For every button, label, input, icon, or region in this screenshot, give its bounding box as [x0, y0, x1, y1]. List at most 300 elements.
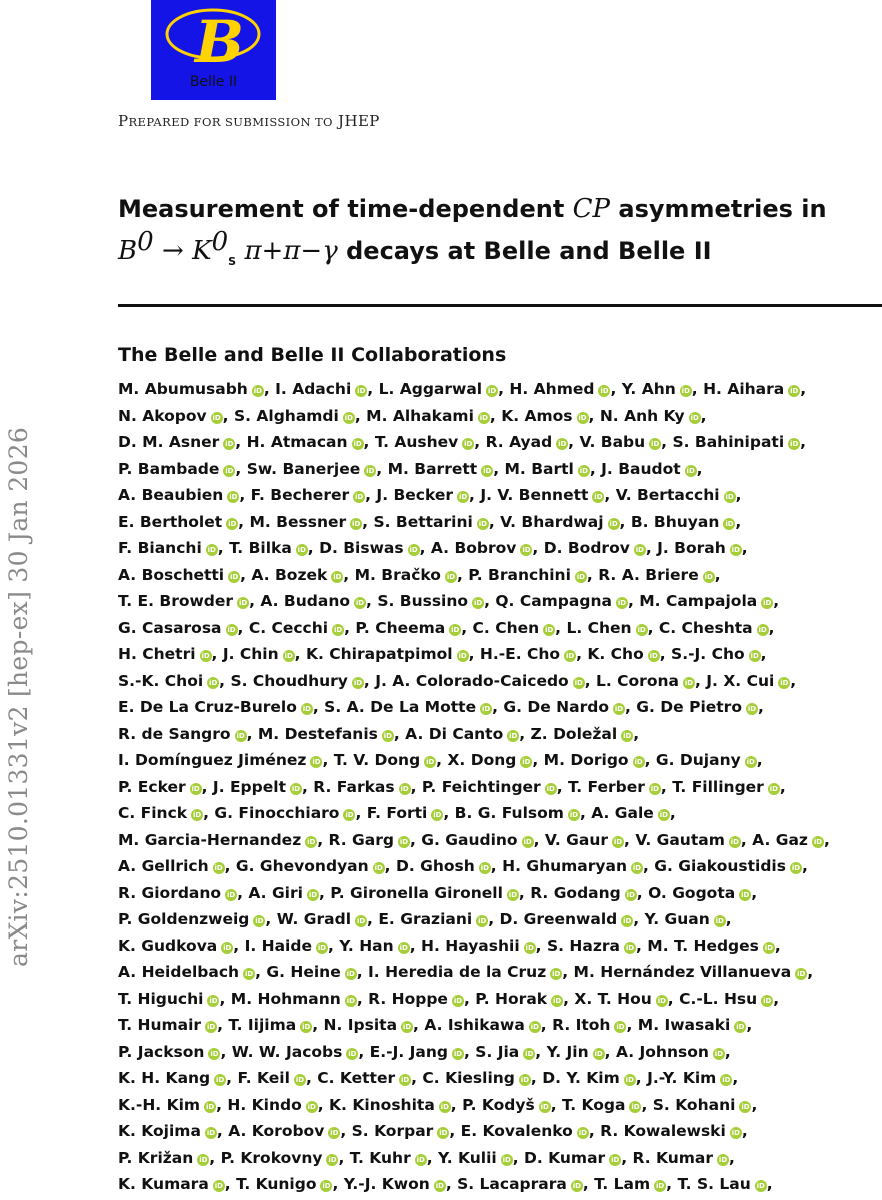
orcid-icon[interactable]: iD: [791, 864, 801, 872]
orcid-icon[interactable]: iD: [209, 678, 218, 687]
orcid-icon[interactable]: iD: [718, 1155, 728, 1164]
orcid-icon[interactable]: iD: [594, 1049, 603, 1058]
orcid-icon[interactable]: iD: [572, 1182, 581, 1190]
orcid-icon[interactable]: iD: [223, 943, 232, 952]
author-name: D. M. Asner: [118, 433, 220, 451]
orcid-icon[interactable]: iD: [478, 519, 487, 528]
orcid-icon[interactable]: iD: [352, 519, 361, 528]
orcid-icon[interactable]: iD: [209, 996, 218, 1005]
orcid-icon[interactable]: iD: [400, 784, 409, 793]
orcid-icon[interactable]: iD: [731, 546, 740, 554]
orcid-icon[interactable]: iD: [780, 678, 789, 687]
orcid-icon[interactable]: iD: [433, 811, 442, 819]
orcid-icon[interactable]: iD: [355, 599, 365, 607]
author-name: C. Cheshta: [658, 618, 753, 637]
orcid-icon[interactable]: iD: [715, 917, 724, 925]
orcid-icon[interactable]: iD: [614, 705, 624, 713]
title-line-2: $B^0 \to K^0_S$ π+π−γ decays at Belle and Belle II: [118, 227, 712, 268]
author-separator: ,: [751, 1095, 758, 1114]
orcid-icon[interactable]: iD: [333, 572, 342, 581]
orcid-icon[interactable]: iD: [730, 837, 739, 846]
orcid-icon[interactable]: iD: [502, 1155, 511, 1164]
orcid-icon[interactable]: iD: [632, 864, 642, 872]
orcid-icon[interactable]: iD: [813, 837, 823, 846]
author-name: R. Garg: [328, 830, 394, 849]
author-separator: ,: [226, 1069, 238, 1087]
author-separator: ,: [659, 645, 672, 663]
author-separator: ,: [519, 724, 531, 743]
author-separator: ,: [317, 830, 329, 849]
author-name: A. Johnson: [615, 1042, 709, 1061]
orcid-icon[interactable]: iD: [763, 996, 772, 1005]
orcid-icon[interactable]: iD: [453, 1049, 463, 1058]
orcid-icon[interactable]: iD: [191, 784, 200, 793]
author-name: L. Aggarwal: [378, 380, 483, 398]
author-separator: ,: [354, 406, 367, 425]
author-separator: ,: [694, 671, 707, 690]
orcid-icon[interactable]: iD: [579, 466, 588, 475]
orcid-icon[interactable]: iD: [650, 784, 659, 793]
orcid-icon[interactable]: iD: [651, 440, 660, 448]
author-separator: ,: [563, 989, 575, 1008]
orcid-icon[interactable]: iD: [790, 387, 799, 395]
orcid-icon[interactable]: iD: [569, 811, 579, 819]
orcid-icon[interactable]: iD: [357, 387, 366, 395]
orcid-icon[interactable]: iD: [741, 1102, 750, 1111]
orcid-icon[interactable]: iD: [297, 546, 306, 554]
orcid-icon[interactable]: iD: [522, 758, 531, 766]
author-name: A. Ishikawa: [424, 1016, 525, 1034]
author-separator: ,: [211, 645, 223, 663]
author-line: [118, 535, 882, 562]
orcid-icon[interactable]: iD: [626, 890, 635, 899]
orcid-icon[interactable]: iD: [216, 1076, 225, 1084]
orcid-icon[interactable]: iD: [308, 890, 318, 899]
orcid-icon[interactable]: iD: [552, 996, 562, 1005]
author-separator: ,: [625, 698, 637, 716]
author-name: P. Branchini: [468, 565, 571, 584]
orcid-icon[interactable]: iD: [435, 1182, 444, 1190]
orcid-icon[interactable]: iD: [401, 1076, 410, 1084]
author-separator: ,: [456, 565, 469, 584]
orcid-icon[interactable]: iD: [348, 1049, 357, 1058]
author-name: S. Choudhury: [230, 671, 348, 690]
orcid-icon[interactable]: iD: [578, 1129, 587, 1137]
author-separator: ,: [224, 1175, 237, 1193]
orcid-icon[interactable]: iD: [192, 811, 202, 819]
orcid-icon[interactable]: iD: [764, 943, 774, 952]
orcid-icon[interactable]: iD: [545, 625, 554, 634]
orcid-icon[interactable]: iD: [214, 1182, 223, 1190]
orcid-icon[interactable]: iD: [741, 890, 750, 899]
orcid-icon[interactable]: iD: [684, 678, 694, 687]
author-separator: ,: [468, 645, 480, 663]
author-separator: ,: [773, 989, 780, 1008]
author-name: P. Krokovny: [220, 1148, 323, 1167]
author-name: C. Cecchi: [248, 618, 329, 637]
orcid-icon[interactable]: iD: [530, 1023, 539, 1031]
author-name: A. Di Canto: [405, 724, 504, 743]
author-separator: ,: [530, 1069, 543, 1087]
orcid-icon[interactable]: iD: [600, 387, 609, 395]
orcid-icon[interactable]: iD: [623, 731, 632, 740]
orcid-icon[interactable]: iD: [747, 705, 757, 713]
orcid-icon[interactable]: iD: [574, 678, 583, 687]
author-line: [118, 827, 882, 854]
author-name: S.-K. Choi: [118, 671, 204, 690]
author-separator: ,: [691, 380, 704, 398]
orcid-icon[interactable]: iD: [649, 652, 658, 660]
orcid-icon[interactable]: iD: [540, 1102, 549, 1111]
author-name: F. Forti: [366, 804, 428, 822]
author-name: A. Bobrov: [430, 539, 517, 557]
orcid-icon[interactable]: iD: [635, 546, 644, 554]
author-name: J. Eppelt: [212, 777, 286, 796]
author-name: M. T. Hedges: [647, 936, 759, 955]
orcid-icon[interactable]: iD: [525, 943, 534, 952]
author-separator: ,: [586, 565, 599, 584]
orcid-icon[interactable]: iD: [520, 1076, 530, 1084]
author-line: [118, 774, 882, 801]
author-name: C. Finck: [118, 804, 188, 822]
orcid-icon[interactable]: iD: [453, 996, 463, 1005]
author-name: H. Hayashii: [420, 936, 520, 955]
orcid-icon[interactable]: iD: [558, 440, 567, 448]
orcid-icon[interactable]: iD: [488, 387, 497, 395]
author-name: S. Kohani: [652, 1095, 736, 1114]
orcid-icon[interactable]: iD: [307, 1102, 316, 1111]
orcid-icon[interactable]: iD: [346, 996, 355, 1005]
author-separator: ,: [604, 1042, 616, 1061]
author-separator: ,: [489, 406, 502, 425]
orcid-icon[interactable]: iD: [227, 625, 236, 634]
orcid-icon[interactable]: iD: [657, 996, 666, 1005]
author-name: E.-J. Jang: [369, 1042, 448, 1061]
author-name: B. G. Fulsom: [454, 804, 564, 822]
orcid-icon[interactable]: iD: [722, 1076, 731, 1084]
orcid-icon[interactable]: iD: [205, 1102, 215, 1111]
orcid-icon[interactable]: iD: [346, 970, 355, 978]
author-separator: ,: [367, 910, 379, 928]
orcid-icon[interactable]: iD: [295, 1076, 305, 1084]
author-separator: ,: [410, 777, 422, 796]
author-name: G. Casarosa: [118, 618, 222, 637]
orcid-icon[interactable]: iD: [656, 1182, 665, 1190]
orcid-icon[interactable]: iD: [625, 1076, 634, 1084]
author-line: [118, 880, 882, 907]
author-name: F. Keil: [237, 1069, 290, 1087]
orcid-icon[interactable]: iD: [473, 599, 483, 607]
orcid-icon[interactable]: iD: [483, 466, 492, 475]
author-name: M. Destefanis: [257, 724, 378, 743]
orcid-icon[interactable]: iD: [565, 652, 575, 660]
orcid-icon[interactable]: iD: [255, 917, 264, 925]
author-name: V. Bhardwaj: [500, 512, 604, 531]
author-separator: ,: [367, 380, 379, 398]
orcid-icon[interactable]: iD: [322, 1182, 331, 1190]
author-name: T. Kunigo: [236, 1175, 317, 1193]
author-separator: ,: [667, 989, 680, 1008]
orcid-icon[interactable]: iD: [206, 1129, 216, 1137]
belle-ii-logo: [151, 0, 276, 100]
author-name: R. Kowalewski: [600, 1122, 726, 1140]
orcid-icon[interactable]: iD: [631, 1102, 640, 1111]
author-name: J. X. Cui: [706, 671, 775, 690]
orcid-icon[interactable]: iD: [212, 413, 221, 422]
author-separator: ,: [461, 618, 473, 637]
author-name: A. Giri: [248, 883, 303, 902]
author-separator: ,: [724, 1042, 731, 1061]
author-name: K. Amos: [501, 406, 573, 425]
orcid-icon[interactable]: iD: [328, 1155, 337, 1164]
orcid-icon[interactable]: iD: [750, 652, 759, 660]
orcid-icon[interactable]: iD: [725, 519, 734, 528]
orcid-icon[interactable]: iD: [611, 1155, 620, 1164]
orcid-icon[interactable]: iD: [344, 413, 353, 422]
author-separator: ,: [419, 539, 431, 557]
orcid-icon[interactable]: iD: [426, 758, 435, 766]
orcid-icon[interactable]: iD: [230, 572, 239, 581]
orcid-icon[interactable]: iD: [353, 440, 362, 448]
orcid-icon[interactable]: iD: [284, 652, 293, 660]
author-name: N. Akopov: [118, 406, 207, 425]
orcid-icon[interactable]: iD: [637, 625, 646, 634]
orcid-icon[interactable]: iD: [479, 413, 488, 422]
orcid-icon[interactable]: iD: [578, 413, 587, 422]
orcid-icon[interactable]: iD: [330, 1129, 339, 1137]
author-name: N. Anh Ky: [599, 406, 685, 425]
orcid-icon[interactable]: iD: [307, 837, 316, 846]
author-name: Y. Ahn: [621, 380, 676, 398]
author-separator: ,: [757, 698, 764, 716]
author-name: V. Babu: [579, 433, 646, 451]
orcid-icon[interactable]: iD: [399, 943, 408, 952]
author-name: I. Haide: [244, 936, 312, 955]
author-name: T. Higuchi: [118, 989, 204, 1008]
orcid-icon[interactable]: iD: [228, 519, 237, 528]
author-name: G. Ghevondyan: [235, 857, 369, 875]
author-separator: ,: [240, 565, 252, 584]
orcid-icon[interactable]: iD: [480, 864, 489, 872]
author-name: R. Giordano: [118, 883, 222, 902]
orcid-icon[interactable]: iD: [236, 731, 245, 740]
orcid-icon[interactable]: iD: [238, 599, 248, 607]
orcid-icon[interactable]: iD: [229, 493, 238, 501]
orcid-icon[interactable]: iD: [253, 387, 262, 395]
orcid-icon[interactable]: iD: [481, 705, 491, 713]
author-separator: ,: [265, 910, 277, 928]
author-name: M. Hernández Villanueva: [573, 963, 792, 981]
orcid-icon[interactable]: iD: [690, 413, 699, 422]
author-separator: ,: [219, 989, 231, 1008]
author-name: T. Kuhr: [349, 1148, 411, 1167]
orcid-icon[interactable]: iD: [625, 943, 635, 952]
author-name: E. Kovalenko: [460, 1122, 573, 1140]
author-separator: ,: [661, 433, 673, 451]
svg-text:B: B: [195, 8, 245, 76]
author-name: A. Korobov: [228, 1122, 325, 1140]
author-separator: ,: [493, 459, 505, 478]
orcid-icon[interactable]: iD: [609, 519, 618, 528]
author-separator: ,: [436, 751, 448, 769]
author-name: G. Heine: [266, 963, 341, 981]
orcid-icon[interactable]: iD: [613, 837, 623, 846]
orcid-icon[interactable]: iD: [594, 493, 603, 501]
author-name: D. Kumar: [524, 1148, 606, 1167]
orcid-icon[interactable]: iD: [207, 546, 216, 554]
author-separator: ,: [488, 910, 500, 928]
orcid-icon[interactable]: iD: [756, 1182, 765, 1190]
author-separator: ,: [355, 804, 367, 822]
author-separator: ,: [237, 883, 249, 902]
author-separator: ,: [338, 1148, 350, 1167]
author-separator: ,: [643, 857, 655, 875]
orcid-icon[interactable]: iD: [458, 493, 468, 501]
orcid-icon[interactable]: iD: [291, 784, 301, 793]
orcid-icon[interactable]: iD: [353, 678, 363, 687]
orcid-icon[interactable]: iD: [458, 652, 467, 660]
orcid-icon[interactable]: iD: [355, 493, 364, 501]
orcid-icon[interactable]: iD: [704, 572, 713, 581]
orcid-icon[interactable]: iD: [302, 705, 311, 713]
orcid-icon[interactable]: iD: [201, 652, 210, 660]
author-line: [118, 721, 882, 748]
orcid-icon[interactable]: iD: [199, 1155, 208, 1164]
orcid-icon[interactable]: iD: [225, 466, 234, 475]
orcid-icon[interactable]: iD: [345, 811, 354, 819]
author-name: M. Hohmann: [230, 989, 341, 1008]
orcid-icon[interactable]: iD: [508, 890, 518, 899]
orcid-icon[interactable]: iD: [451, 625, 460, 634]
orcid-icon[interactable]: iD: [546, 784, 555, 793]
author-separator: ,: [235, 459, 247, 478]
orcid-icon[interactable]: iD: [714, 1049, 724, 1058]
author-separator: ,: [376, 459, 388, 478]
submission-note: [118, 112, 380, 130]
orcid-icon[interactable]: iD: [797, 970, 806, 978]
author-name: C.-L. Hsu: [679, 989, 758, 1008]
orcid-icon[interactable]: iD: [725, 493, 734, 501]
orcid-icon[interactable]: iD: [522, 546, 531, 554]
author-separator: ,: [773, 592, 780, 610]
orcid-icon[interactable]: iD: [576, 572, 585, 581]
author-separator: ,: [624, 830, 636, 849]
author-separator: ,: [627, 592, 640, 610]
orcid-icon[interactable]: iD: [746, 758, 755, 766]
orcid-icon[interactable]: iD: [402, 1023, 412, 1031]
author-name: E. De La Cruz-Burelo: [118, 698, 297, 716]
orcid-icon[interactable]: iD: [302, 1023, 311, 1031]
author-name: M. Campajola: [639, 592, 758, 610]
author-separator: ,: [555, 618, 567, 637]
orcid-icon[interactable]: iD: [478, 917, 487, 925]
orcid-icon[interactable]: iD: [206, 1023, 216, 1031]
author-separator: ,: [669, 804, 676, 822]
orcid-icon[interactable]: iD: [623, 917, 632, 925]
orcid-icon[interactable]: iD: [214, 864, 223, 872]
author-separator: ,: [307, 539, 320, 557]
author-name: D. Bodrov: [543, 539, 630, 557]
orcid-icon[interactable]: iD: [210, 1049, 219, 1058]
orcid-icon[interactable]: iD: [366, 466, 375, 475]
orcid-icon[interactable]: iD: [616, 1023, 625, 1031]
orcid-icon[interactable]: iD: [399, 837, 409, 846]
orcid-icon[interactable]: iD: [552, 970, 561, 978]
orcid-icon[interactable]: iD: [333, 625, 343, 634]
orcid-icon[interactable]: iD: [758, 625, 767, 634]
author-separator: ,: [779, 777, 786, 796]
author-name: K. Gudkova: [118, 936, 218, 955]
author-list: [118, 376, 882, 1198]
author-separator: ,: [318, 883, 331, 902]
orcid-icon[interactable]: iD: [226, 890, 236, 899]
author-name: P. Gironella Gironell: [330, 883, 503, 902]
orcid-icon[interactable]: iD: [763, 599, 772, 607]
author-separator: ,: [735, 512, 742, 531]
orcid-icon[interactable]: iD: [312, 758, 321, 766]
orcid-icon[interactable]: iD: [525, 1049, 534, 1058]
author-name: Y. Guan: [644, 910, 710, 928]
orcid-icon[interactable]: iD: [659, 811, 668, 819]
orcid-icon[interactable]: iD: [440, 1102, 449, 1111]
author-separator: ,: [800, 380, 807, 398]
orcid-icon[interactable]: iD: [634, 758, 643, 766]
author-name: R. Hoppe: [368, 989, 448, 1008]
author-separator: ,: [217, 539, 230, 557]
orcid-icon[interactable]: iD: [446, 572, 456, 581]
orcid-icon[interactable]: iD: [383, 731, 392, 740]
orcid-icon[interactable]: iD: [416, 1155, 425, 1164]
orcid-icon[interactable]: iD: [769, 784, 778, 793]
orcid-icon[interactable]: iD: [681, 387, 690, 395]
title-rule: [118, 304, 882, 307]
orcid-icon[interactable]: iD: [790, 440, 799, 448]
author-name: M. Barrett: [387, 459, 478, 478]
orcid-icon[interactable]: iD: [731, 1129, 740, 1137]
paper-title: [118, 188, 878, 272]
orcid-icon[interactable]: iD: [523, 837, 532, 846]
orcid-icon[interactable]: iD: [356, 917, 366, 925]
orcid-icon[interactable]: iD: [464, 440, 473, 448]
orcid-icon[interactable]: iD: [686, 466, 695, 475]
author-name: Y. Jin: [546, 1042, 589, 1061]
orcid-icon[interactable]: iD: [509, 731, 518, 740]
orcid-icon[interactable]: iD: [617, 599, 627, 607]
author-separator: ,: [760, 645, 767, 663]
author-separator: ,: [209, 1148, 221, 1167]
orcid-icon[interactable]: iD: [439, 1129, 448, 1137]
author-name: J. A. Colorado-Caicedo: [375, 671, 569, 690]
author-separator: ,: [610, 380, 622, 398]
author-name: I. Domínguez Jiménez: [118, 751, 307, 769]
author-separator: ,: [474, 433, 486, 451]
author-line: [118, 1118, 882, 1145]
author-line: [118, 429, 882, 456]
author-separator: ,: [756, 751, 763, 769]
author-name: F. Bianchi: [118, 539, 202, 557]
orcid-icon[interactable]: iD: [736, 1023, 745, 1031]
orcid-icon[interactable]: iD: [317, 943, 327, 952]
author-name: Y.-J. Kwon: [343, 1175, 430, 1193]
author-name: M. Abumusabh: [118, 380, 248, 398]
author-name: P. Jackson: [118, 1042, 205, 1061]
orcid-icon[interactable]: iD: [244, 970, 254, 978]
orcid-icon[interactable]: iD: [374, 864, 383, 872]
author-separator: ,: [635, 1069, 648, 1087]
orcid-icon[interactable]: iD: [225, 440, 234, 448]
author-name: E. Graziani: [378, 910, 473, 928]
orcid-icon[interactable]: iD: [409, 546, 418, 554]
